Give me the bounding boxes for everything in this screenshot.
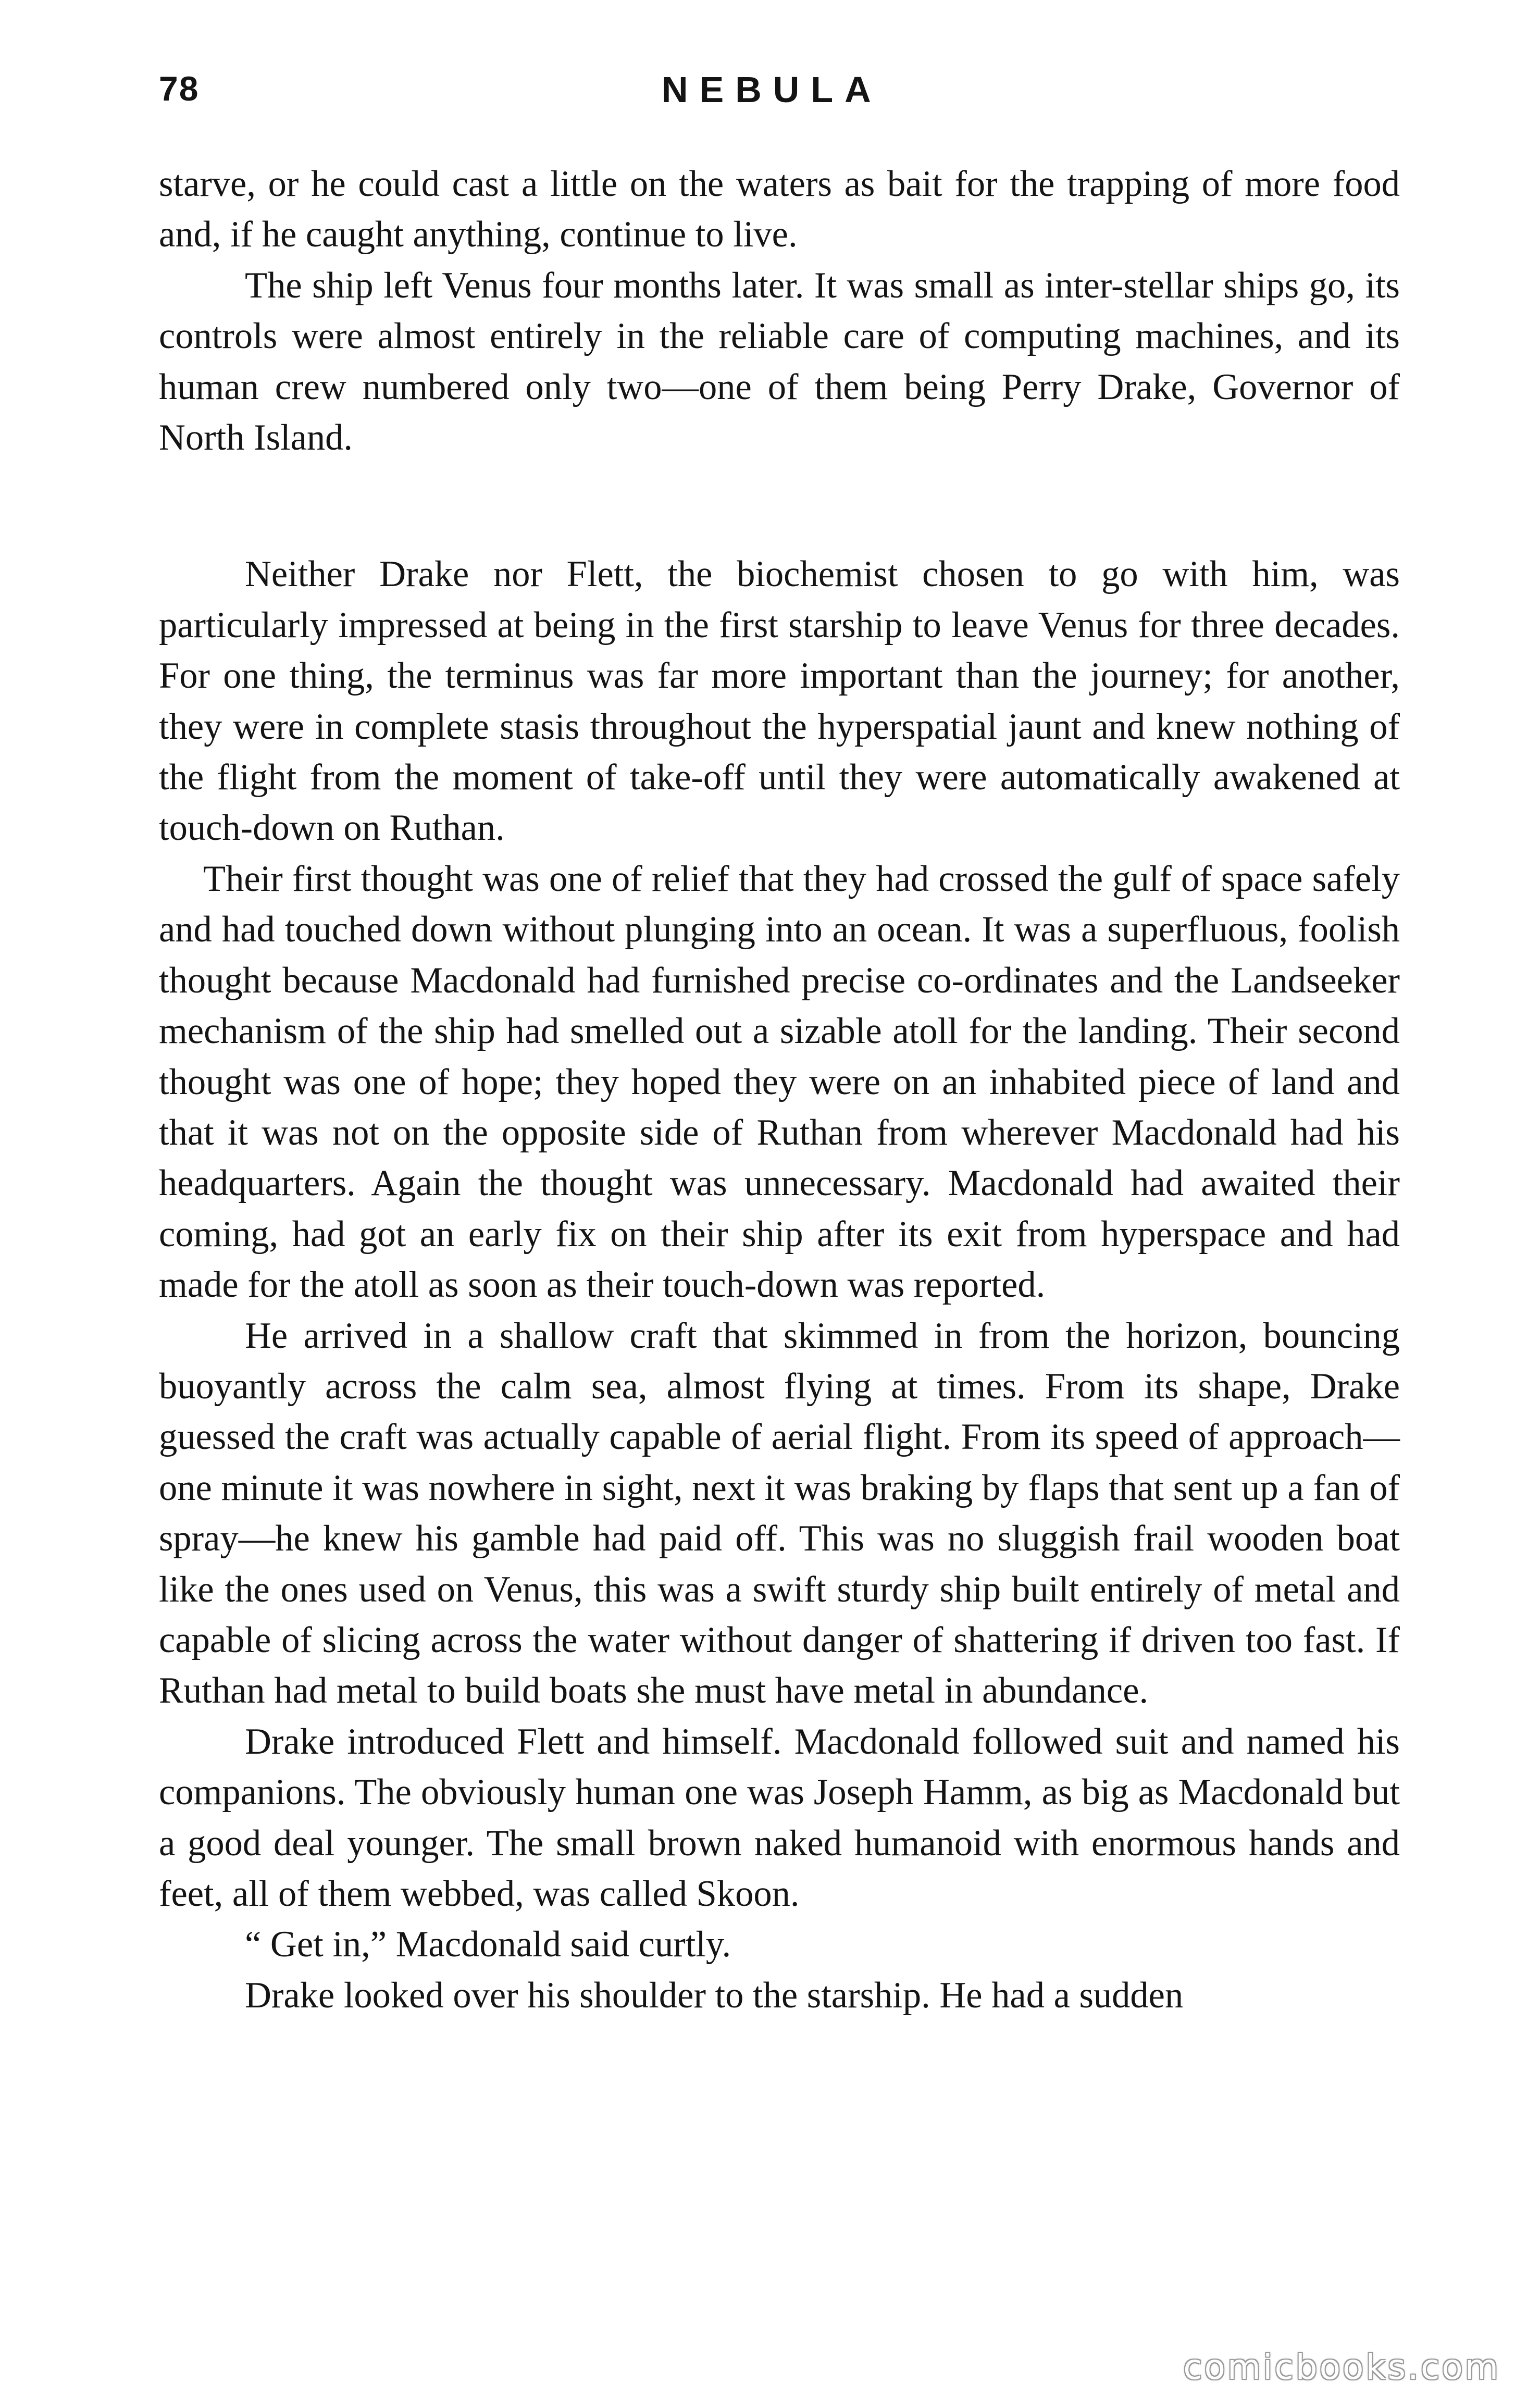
section-break (159, 463, 1400, 549)
body-text (159, 159, 1400, 2021)
paragraph: “ Get in,” Macdonald said curtly. (245, 1924, 731, 1965)
paragraph: Drake introduced Flett and himself. Macdonald followed suit and named his companions. The obviously human one was Joseph Hamm, as big as Macdonald but a good deal younger. The small brown naked humanoid with enormous hands and feet, all of them webbed, was called Skoon. (159, 1721, 1400, 1914)
page-header (159, 63, 1409, 125)
paragraph: Their first thought was one of relief that they had crossed the gulf of space safely and had touched down without plunging into an ocean. It was a superfluous, foolish thought because Macdonald had furnished precise co-ordinates and the Landseeker mechanism of the ship had smelled out a sizable atoll for the landing. Their second thought was one of hope; they hoped they were on an inhabited piece of land and that it was not on the opposite side of Ruthan from wherever Macdonald had his headquarters. Again the thought was unnecessary. Macdonald had awaited their coming, had got an early fix on their ship after its exit from hyperspace and had made for the atoll as soon as their touch-down was reported. (159, 858, 1400, 1306)
running-head: NEBULA (662, 69, 883, 110)
paragraph: starve, or he could cast a little on the waters as bait for the trapping of more food and, if he caught anything, continue to live. (159, 164, 1400, 255)
paragraph: The ship left Venus four months later. It was small as inter-stellar ships go, its controls were almost entirely in the reliable care of computing machines, and its human crew numbered only two—one of them being Perry Drake, Governor of North Island. (159, 265, 1400, 458)
watermark: comicbooks.com (1183, 2347, 1500, 2387)
paragraph: Neither Drake nor Flett, the biochemist chosen to go with him, was particularly impressed at being in the first starship to leave Venus for three decades. For one thing, the terminus was far more important than the journey; for another, they were in complete stasis throughout the hyperspatial jaunt and knew nothing of the flight from the moment of take-off until they were automatically awakened at touch-down on Ruthan. (159, 554, 1400, 849)
paragraph: He arrived in a shallow craft that skimmed in from the horizon, bouncing buoyantly across the calm sea, almost flying at times. From its shape, Drake guessed the craft was actually capable of aerial flight. From its speed of approach—one minute it was nowhere in sight, next it was braking by flaps that sent up a fan of spray—he knew his gamble had paid off. This was no sluggish frail wooden boat like the ones used on Venus, this was a swift sturdy ship built entirely of metal and capable of slicing across the water without danger of shattering if driven too fast. If Ruthan had metal to build boats she must have metal in abundance. (159, 1315, 1400, 1711)
paragraph: Drake looked over his shoulder to the starship. He had a sudden (245, 1975, 1184, 2016)
page-number: 78 (159, 69, 200, 108)
